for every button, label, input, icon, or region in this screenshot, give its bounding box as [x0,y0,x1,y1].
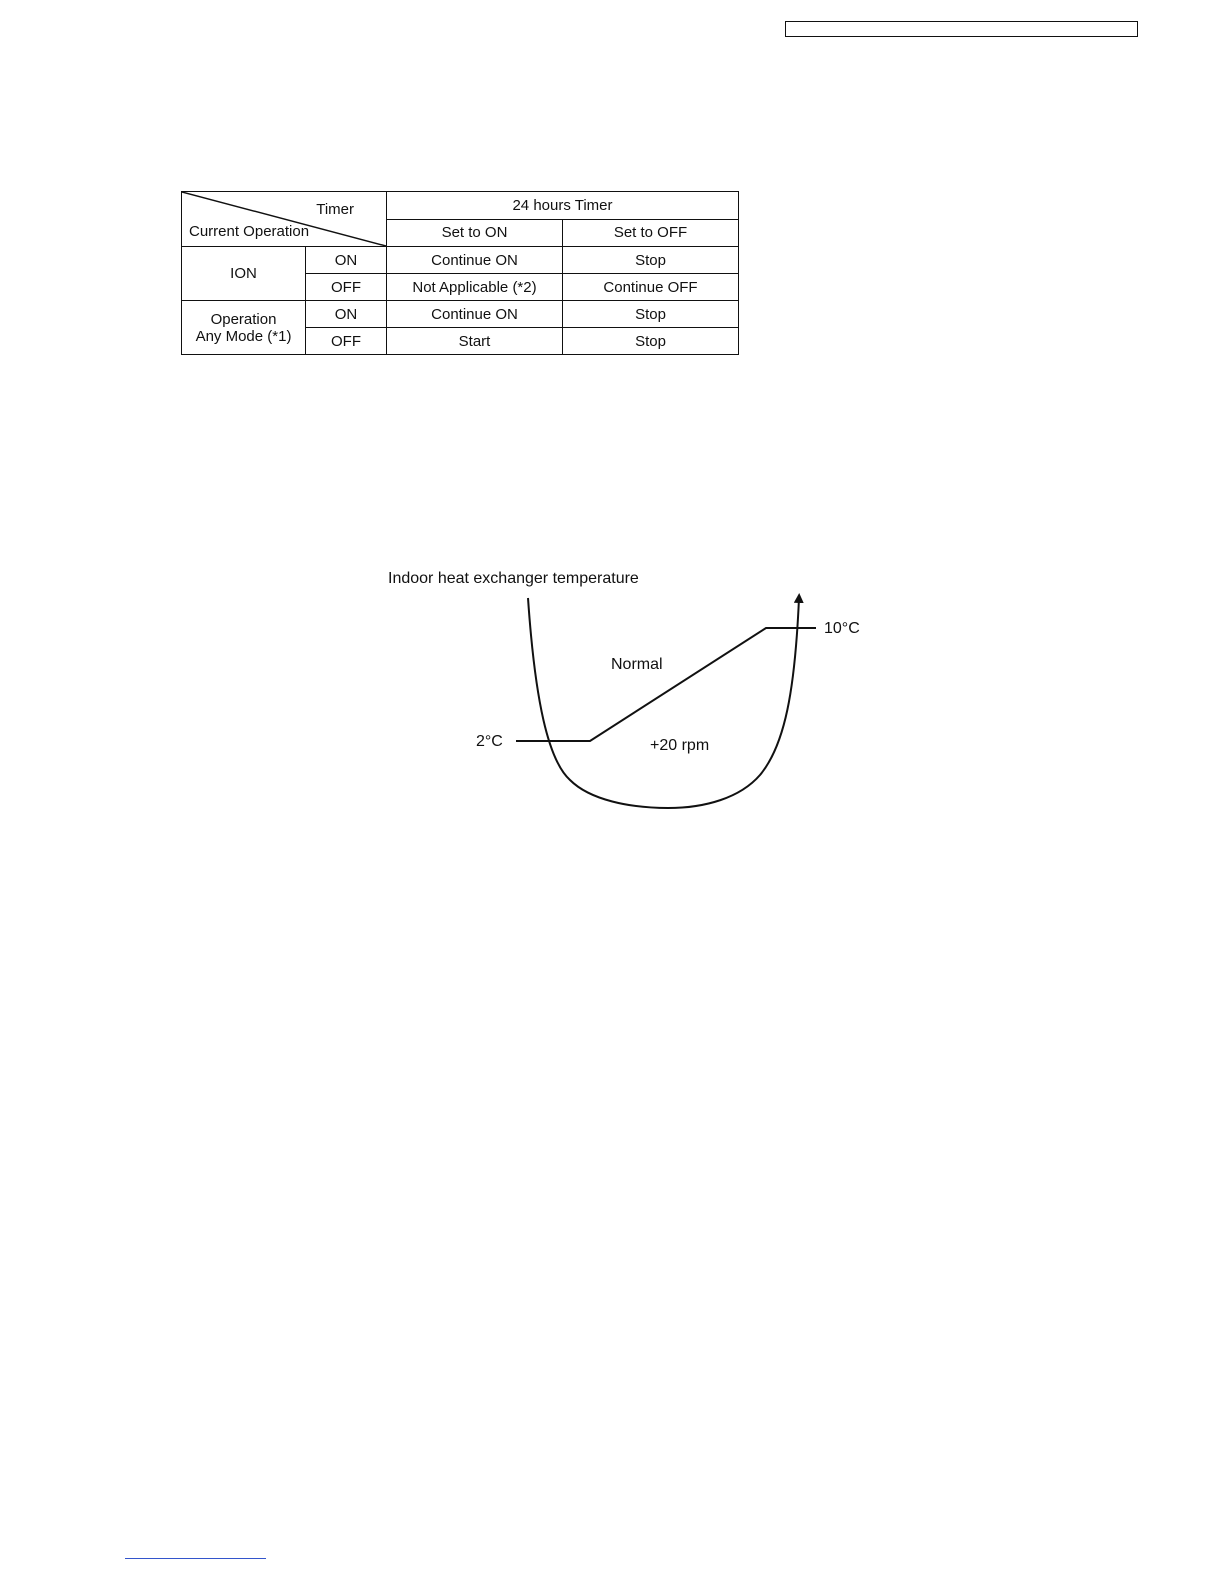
label-2c: 2°C [476,733,503,750]
header-box [785,21,1138,37]
row-state: ON [306,301,387,328]
row-state: ON [306,247,387,274]
table-row [182,301,739,328]
cell-set-off: Stop [563,301,739,328]
cell-set-on: Continue ON [387,301,563,328]
table-corner-cell [182,192,387,247]
label-plus-20-rpm: +20 rpm [650,737,710,754]
threshold-line [516,628,816,741]
table-row [182,247,739,274]
footer-link-underline [125,1558,266,1559]
cell-set-off: Continue OFF [563,274,739,301]
cell-set-on: Start [387,328,563,355]
row-group-operation [182,301,306,355]
timer-table [181,191,739,355]
temperature-curve [528,598,799,808]
row-group-ion: ION [182,247,306,301]
label-10c: 10°C [824,620,860,637]
cell-set-on: Not Applicable (*2) [387,274,563,301]
header-set-to-off: Set to OFF [563,219,739,247]
header-24-hours-timer: 24 hours Timer [387,192,739,220]
diagram-title: Indoor heat exchanger temperature [388,570,639,587]
row-group-line1: Operation [210,310,277,328]
cell-set-off: Stop [563,247,739,274]
row-state: OFF [306,328,387,355]
row-state: OFF [306,274,387,301]
row-group-line2: Any Mode (*1) [195,327,292,345]
cell-set-off: Stop [563,328,739,355]
header-set-to-on: Set to ON [387,219,563,247]
corner-label-current-operation: Current Operation [189,223,310,240]
label-normal: Normal [611,656,663,673]
corner-label-timer: Timer [316,201,354,218]
cell-set-on: Continue ON [387,247,563,274]
